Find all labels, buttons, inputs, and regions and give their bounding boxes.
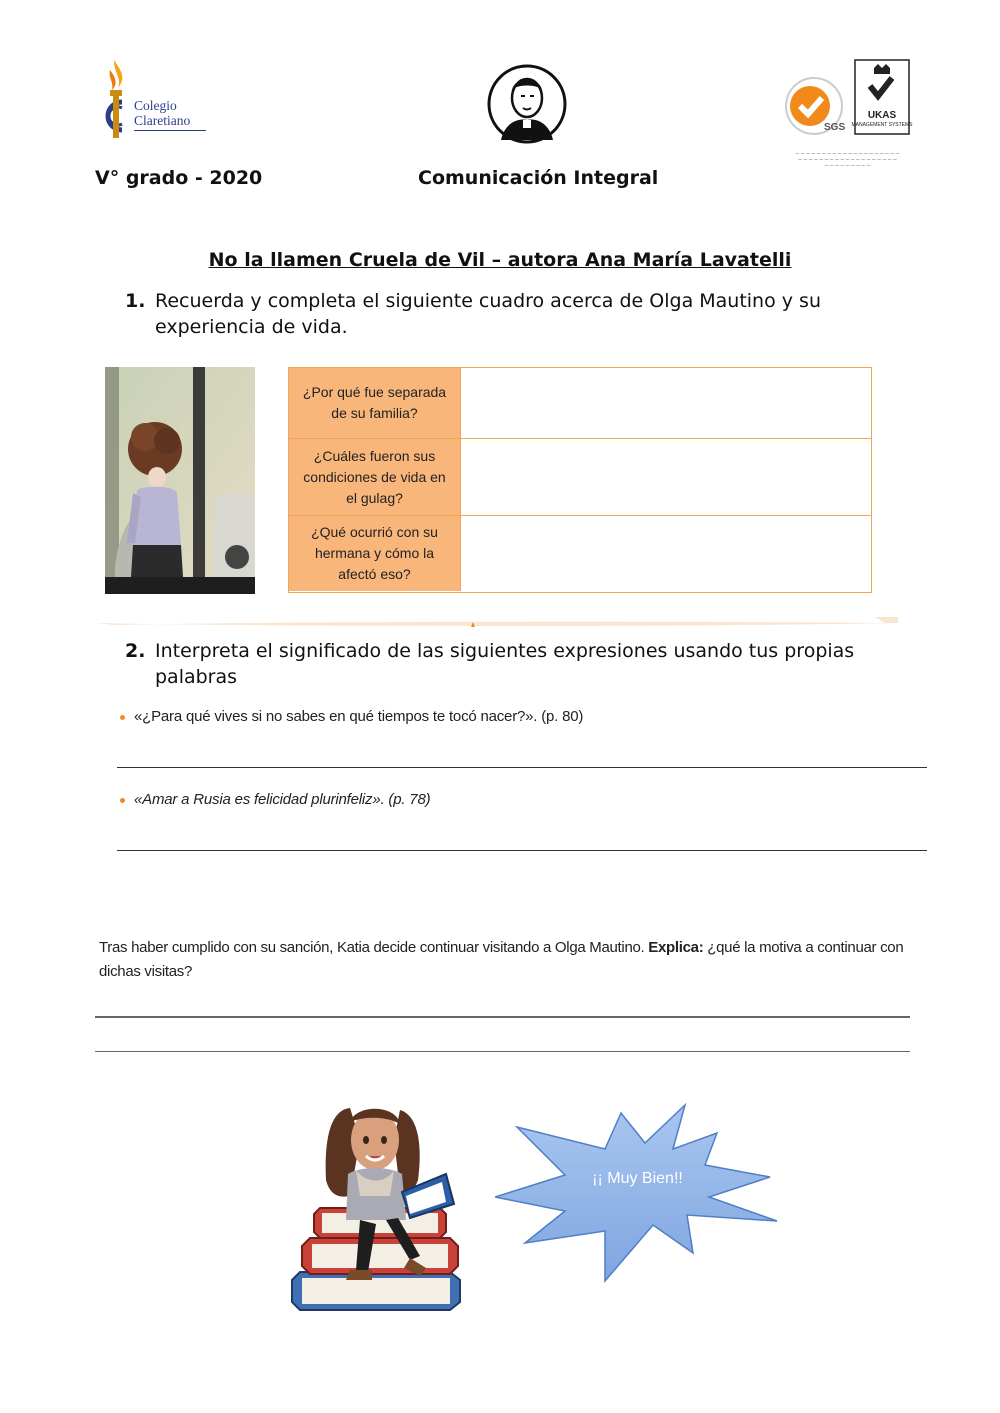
question-1 xyxy=(125,288,905,348)
question-text: Interpreta el significado de las siguientes expresiones usando tus propias palabras xyxy=(155,640,855,688)
table-question-cell: ¿Qué ocurrió con su hermana y cómo la afectó eso? xyxy=(289,516,461,591)
school-name: Colegio Claretiano xyxy=(134,98,191,128)
quote-text: «Amar a Rusia es felicidad plurinfeliz». (p. 78) xyxy=(134,791,431,808)
page-title: No la llamen Cruela de Vil – autora Ana María Lavatelli xyxy=(208,249,792,271)
bullet-dot xyxy=(120,715,125,720)
question-2 xyxy=(125,638,915,688)
subject-label: Comunicación Integral xyxy=(418,167,659,189)
table-question-cell: ¿Por qué fue separada de su familia? xyxy=(289,368,461,438)
praise-label: ¡¡ Muy Bien!! xyxy=(592,1170,683,1187)
svg-text:MANAGEMENT SYSTEMS: MANAGEMENT SYSTEMS xyxy=(851,122,913,128)
table-answer-cell[interactable] xyxy=(461,368,871,438)
ukas-label: UKAS xyxy=(867,110,897,121)
table-question-cell: ¿Cuáles fueron sus condiciones de vida en el gulag? xyxy=(289,439,461,515)
founder-portrait-logo xyxy=(485,60,569,150)
starburst-shape xyxy=(495,1103,780,1285)
table-row xyxy=(289,516,871,591)
table-answer-cell[interactable] xyxy=(461,516,871,591)
question-number: 2. xyxy=(125,640,146,662)
quote-bullet xyxy=(120,791,720,813)
question-table xyxy=(288,367,872,593)
question-number: 1. xyxy=(125,290,146,312)
sgs-label: SGS xyxy=(824,122,846,133)
olga-illustration xyxy=(105,367,255,594)
question-3: Tras haber cumplido con su sanción, Katia decide continuar visitando a Olga Mautino. Explica: ¿qué la motiva a continuar con dichas visitas? xyxy=(99,939,904,980)
quote-bullet xyxy=(120,708,720,730)
grade-label: V° grado - 2020 xyxy=(95,167,263,189)
certification-logos xyxy=(780,58,915,180)
table-answer-cell[interactable] xyxy=(461,439,871,515)
bullet-dot xyxy=(120,798,125,803)
question-text: Recuerda y completa el siguiente cuadro acerca de Olga Mautino y su experiencia de vida. xyxy=(155,290,821,338)
decorative-divider xyxy=(95,612,898,622)
school-logo xyxy=(92,58,222,140)
answer-line[interactable] xyxy=(117,767,927,768)
girl-reading-on-books-illustration xyxy=(290,1100,490,1320)
answer-line[interactable] xyxy=(95,1016,910,1018)
quote-text: «¿Para qué vives si no sabes en qué tiempos te tocó nacer?». (p. 80) xyxy=(134,708,584,725)
table-row xyxy=(289,439,871,516)
cert-caption: — — — — — — — — — — — — — — — — — — — — — — — — — — — — — — — — — — — — — — — — — — — — — — — — xyxy=(795,151,900,168)
table-row xyxy=(289,368,871,439)
answer-line[interactable] xyxy=(117,850,927,851)
answer-line[interactable] xyxy=(95,1051,910,1052)
